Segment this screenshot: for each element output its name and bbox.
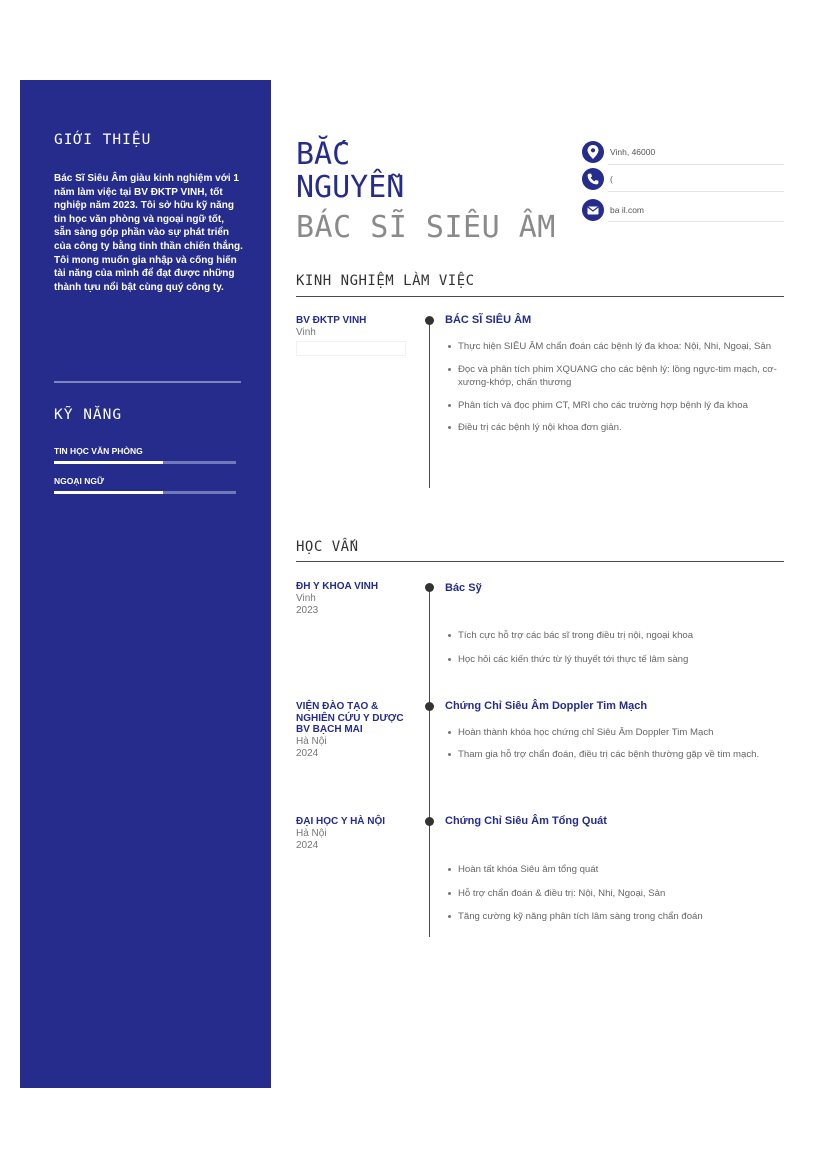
list-item: Học hỏi các kiến thức từ lý thuyết tới thực tế lâm sàng xyxy=(445,653,785,667)
experience-timeline xyxy=(429,318,430,488)
school-year: 2024 xyxy=(296,839,319,851)
employer-date-placeholder xyxy=(296,341,406,356)
sidebar-divider xyxy=(54,381,241,383)
name-line-1: BẮC xyxy=(296,137,351,172)
school-location: Hà Nội xyxy=(296,735,327,747)
skill-item xyxy=(54,446,236,464)
list-item: Điều trị các bệnh lý nội khoa đơn giản. xyxy=(445,421,785,435)
education-degree: Bác Sỹ xyxy=(445,582,482,594)
education-rule xyxy=(296,561,784,562)
timeline-dot xyxy=(425,817,434,826)
list-item: Thực hiện SIÊU ÂM chẩn đoán các bệnh lý đa khoa: Nội, Nhi, Ngoại, Sản xyxy=(445,340,785,354)
contact-email xyxy=(582,199,644,221)
sidebar xyxy=(20,80,271,1088)
contact-divider xyxy=(608,191,784,192)
about-heading: GIỚI THIỆU xyxy=(54,132,152,148)
skill-bar-fill xyxy=(54,461,163,464)
school-year: 2024 xyxy=(296,747,319,759)
timeline-dot xyxy=(425,702,434,711)
contact-phone xyxy=(582,168,613,190)
education-school xyxy=(296,816,416,852)
experience-rule xyxy=(296,296,784,297)
list-item: Hoàn thành khóa học chứng chỉ Siêu Âm Doppler Tim Mạch xyxy=(445,726,785,740)
location-icon xyxy=(582,141,604,163)
list-item: Tham gia hỗ trợ chẩn đoán, điều trị các bệnh thường gặp về tim mạch. xyxy=(445,748,785,762)
timeline-dot xyxy=(425,583,434,592)
timeline-dot xyxy=(425,316,434,325)
job-title: BÁC SĨ SIÊU ÂM xyxy=(296,210,556,245)
education-degree: Chứng Chỉ Siêu Âm Tổng Quát xyxy=(445,815,607,827)
skill-bar xyxy=(54,461,236,464)
about-text: Bác Sĩ Siêu Âm giàu kinh nghiệm với 1 năm làm việc tại BV ĐKTP VINH, tốt nghiệp năm 2023. Tôi sở hữu kỹ năng tin học văn phòng và ngoại ngữ tốt, sẵn sàng góp phần vào sự phát triển của công ty bằng tinh thần chiến thắng. Tôi mong muốn gia nhập và cống hiến tài năng của mình để đạt được những thành tựu nổi bật cùng quý công ty. xyxy=(54,173,243,293)
skill-bar xyxy=(54,491,236,494)
education-school xyxy=(296,581,416,617)
list-item: Hỗ trợ chẩn đoán & điều trị: Nội, Nhi, Ngoại, Sản xyxy=(445,887,785,901)
school-location: Vinh xyxy=(296,592,316,604)
email-text: ba il.com xyxy=(610,205,645,215)
experience-employer xyxy=(296,315,416,356)
education-bullets xyxy=(445,629,785,666)
skills-heading: KỸ NĂNG xyxy=(54,407,123,423)
list-item: Đọc và phân tích phim XQUANG cho các bệnh lý: lồng ngực-tim mạch, cơ-xương-khớp, chấn thương xyxy=(445,363,785,390)
experience-role: BÁC SĨ SIÊU ÂM xyxy=(445,314,532,326)
education-heading: HỌC VẤN xyxy=(296,539,359,555)
education-school xyxy=(296,701,416,760)
school-name: VIỆN ĐÀO TẠO & NGHIÊN CỨU Y DƯỢC BV BẠCH MAI xyxy=(296,701,404,735)
list-item: Phân tích và đọc phim CT, MRI cho các trường hợp bệnh lý đa khoa xyxy=(445,399,785,413)
experience-heading: KINH NGHIỆM LÀM VIỆC xyxy=(296,273,475,289)
list-item: Tăng cường kỹ năng phân tích lâm sàng trong chẩn đoán xyxy=(445,910,785,924)
contact-divider xyxy=(608,221,784,222)
email-icon xyxy=(582,199,604,221)
skill-name: NGOẠI NGỮ xyxy=(54,476,105,486)
school-name: ĐH Y KHOA VINH xyxy=(296,581,379,592)
skill-bar-fill xyxy=(54,491,163,494)
school-year: 2023 xyxy=(296,604,319,616)
skill-name: TIN HỌC VĂN PHÒNG xyxy=(54,446,143,456)
school-name: ĐẠI HỌC Y HÀ NỘI xyxy=(296,816,386,827)
employer-name: BV ĐKTP VINH xyxy=(296,315,367,326)
phone-text: ( xyxy=(610,174,613,184)
education-degree: Chứng Chỉ Siêu Âm Doppler Tim Mạch xyxy=(445,700,648,712)
list-item: Tích cực hỗ trợ các bác sĩ trong điều trị nội, ngoại khoa xyxy=(445,629,785,643)
education-bullets xyxy=(445,726,785,761)
contact-address xyxy=(582,141,655,163)
name-line-2: NGUYỄN xyxy=(296,170,405,205)
employer-location: Vinh xyxy=(296,326,316,338)
skill-item xyxy=(54,476,236,494)
education-timeline xyxy=(429,584,430,937)
phone-icon xyxy=(582,168,604,190)
school-location: Hà Nội xyxy=(296,827,327,839)
experience-bullets xyxy=(445,340,785,435)
candidate-name xyxy=(296,138,404,204)
list-item: Hoàn tất khóa Siêu âm tổng quát xyxy=(445,863,785,877)
address-text: Vinh, 46000 xyxy=(610,147,656,157)
contact-divider xyxy=(608,164,784,165)
education-bullets xyxy=(445,863,785,924)
